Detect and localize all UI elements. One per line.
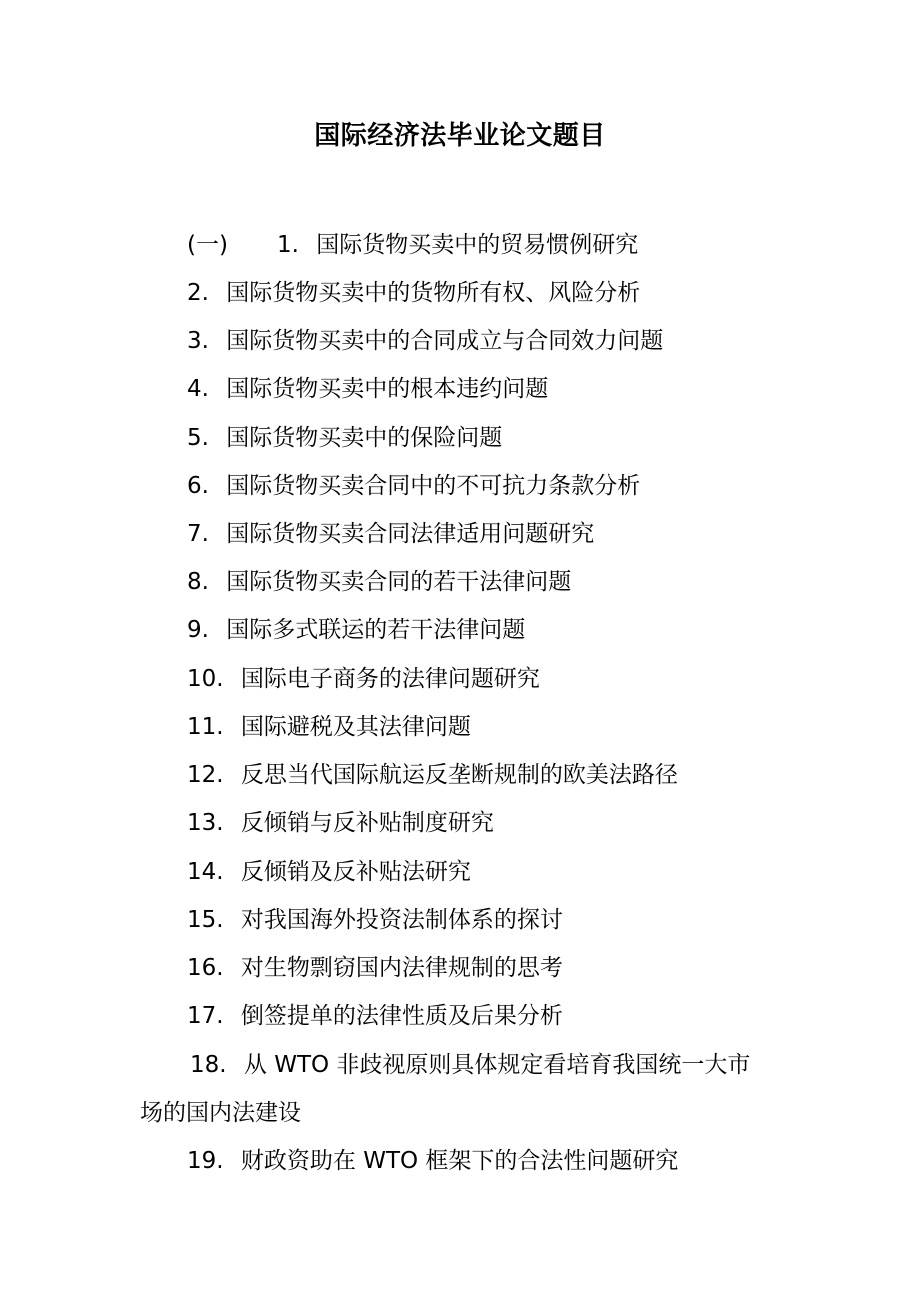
item-text: 国际多式联运的若干法律问题 (226, 617, 526, 643)
item-number: 19. (187, 1148, 224, 1174)
item-text: 国际货物买卖中的合同成立与合同效力问题 (226, 328, 664, 354)
item-text: 对我国海外投资法制体系的探讨 (240, 907, 563, 933)
item-number: 11. (187, 714, 224, 740)
item-text: 倒签提单的法律性质及后果分析 (240, 1003, 563, 1029)
list-item (187, 421, 502, 455)
list-item (187, 1144, 678, 1178)
item-text: 国际货物买卖合同法律适用问题研究 (226, 521, 595, 547)
item-text: 反倾销及反补贴法研究 (240, 859, 471, 885)
item-text: 国际避税及其法律问题 (240, 714, 471, 740)
list-item (187, 469, 640, 503)
section-label: (一) (187, 232, 228, 258)
item-number: 3. (187, 328, 209, 354)
list-item (187, 999, 563, 1033)
item-text: 反倾销与反补贴制度研究 (240, 810, 494, 836)
item-text: 国际货物买卖中的贸易惯例研究 (316, 232, 639, 258)
list-item-continuation: 场的国内法建设 (140, 1100, 301, 1126)
item-text: 国际货物买卖合同的若干法律问题 (226, 569, 572, 595)
list-item (277, 228, 638, 262)
item-number: 13. (187, 810, 224, 836)
item-number: 5. (187, 425, 209, 451)
list-item (187, 662, 540, 696)
item-number: 7. (187, 521, 209, 547)
list-item (187, 565, 571, 599)
list-item (187, 324, 663, 358)
list-item (187, 710, 471, 744)
item-text: 从 WTO 非歧视原则具体规定看培育我国统一大市 (243, 1052, 751, 1078)
item-text: 国际货物买卖中的根本违约问题 (226, 376, 549, 402)
list-item (187, 372, 548, 406)
item-number: 2. (187, 280, 209, 306)
item-number: 15. (187, 907, 224, 933)
list-item (187, 855, 471, 889)
list-item (187, 276, 640, 310)
item-text: 国际电子商务的法律问题研究 (240, 666, 540, 692)
list-item (187, 758, 678, 792)
item-text: 国际货物买卖中的货物所有权、风险分析 (226, 280, 641, 306)
item-number: 14. (187, 859, 224, 885)
list-item (187, 951, 563, 985)
list-item (187, 517, 594, 551)
item-number: 12. (187, 762, 224, 788)
item-number: 18. (190, 1052, 227, 1078)
item-number: 10. (187, 666, 224, 692)
item-number: 8. (187, 569, 209, 595)
item-text: 财政资助在 WTO 框架下的合法性问题研究 (240, 1148, 679, 1174)
document-title: 国际经济法毕业论文题目 (314, 121, 606, 151)
list-item (187, 613, 525, 647)
list-item (187, 806, 494, 840)
list-item (187, 903, 563, 937)
item-text: 反思当代国际航运反垄断规制的欧美法路径 (240, 762, 678, 788)
item-text: 国际货物买卖合同中的不可抗力条款分析 (226, 473, 641, 499)
item-text: 国际货物买卖中的保险问题 (226, 425, 503, 451)
list-item (190, 1048, 750, 1082)
item-number: 4. (187, 376, 209, 402)
item-number: 6. (187, 473, 209, 499)
item-number: 1. (277, 232, 299, 258)
item-text: 对生物剽窃国内法律规制的思考 (240, 955, 563, 981)
item-number: 16. (187, 955, 224, 981)
item-number: 17. (187, 1003, 224, 1029)
item-number: 9. (187, 617, 209, 643)
